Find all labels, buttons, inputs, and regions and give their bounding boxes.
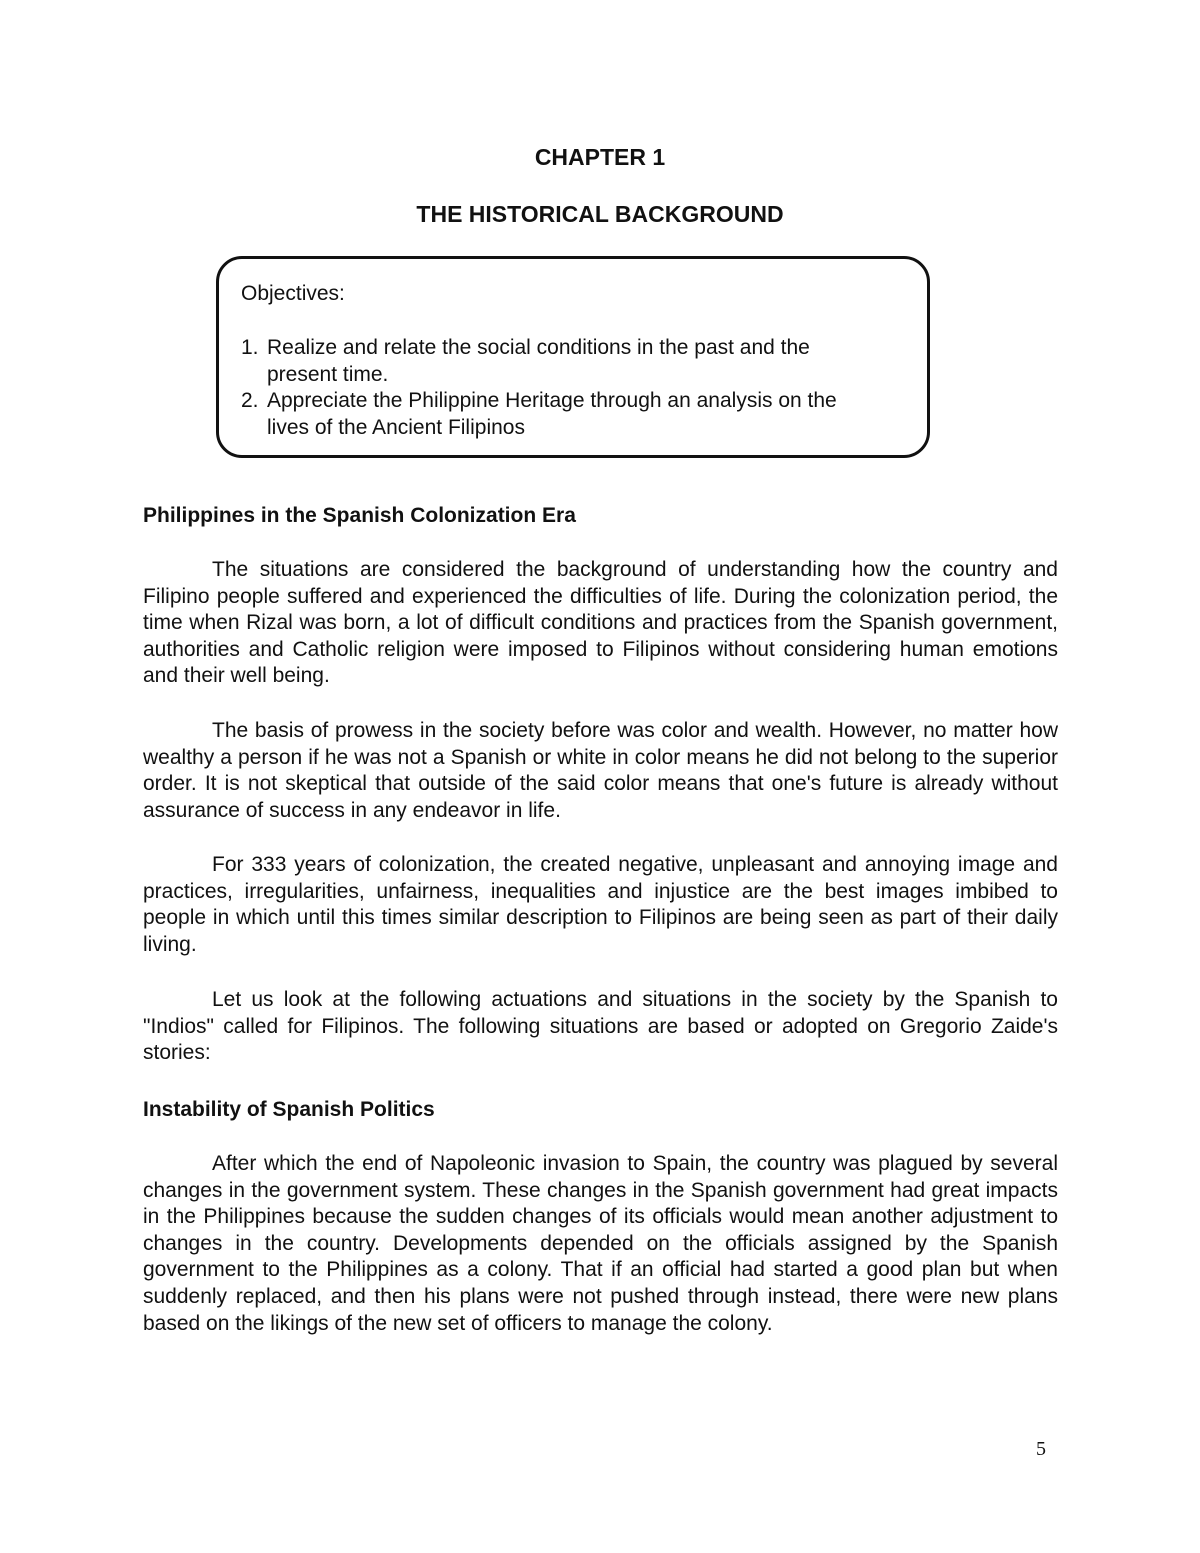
section-heading-spanish-politics: Instability of Spanish Politics bbox=[143, 1098, 435, 1121]
paragraph: The situations are considered the background of understanding how the country and Filipino people suffered and experienced the difficulties of life. During the colonization period, the time when Rizal was born, a lot of difficult conditions and practices from the Spanish government, authorities and Catholic religion were imposed to Filipinos without considering human emotions and their well being. bbox=[143, 558, 1058, 688]
objective-number: 2. bbox=[241, 389, 259, 412]
objective-item bbox=[241, 335, 881, 388]
objective-number: 1. bbox=[241, 336, 259, 359]
section-heading-spanish-colonization-era: Philippines in the Spanish Colonization Era bbox=[143, 504, 576, 527]
paragraph: The basis of prowess in the society before was color and wealth. However, no matter how wealthy a person if he was not a Spanish or white in color means he did not belong to the superior order. It is not skeptical that outside of the said color means that one's future is already without assurance of success in any endeavor in life. bbox=[143, 719, 1058, 822]
objectives-heading: Objectives: bbox=[241, 282, 345, 305]
paragraph: For 333 years of colonization, the created negative, unpleasant and annoying image and practices, irregularities, unfairness, inequalities and injustice are the best images imbibed to people in which until this times similar description to Filipinos are being seen as part of their daily living. bbox=[143, 853, 1058, 956]
objective-text: Appreciate the Philippine Heritage through an analysis on the lives of the Ancient Filipinos bbox=[267, 389, 837, 439]
chapter-label: CHAPTER 1 bbox=[534, 144, 666, 170]
page-number: 5 bbox=[1036, 1438, 1046, 1460]
chapter-title: THE HISTORICAL BACKGROUND bbox=[416, 201, 784, 227]
objectives-list bbox=[241, 335, 881, 441]
objective-text: Realize and relate the social conditions in the past and the present time. bbox=[267, 336, 810, 386]
objectives-box bbox=[216, 256, 930, 458]
paragraph: Let us look at the following actuations and situations in the society by the Spanish to "Indios" called for Filipinos. The following situations are based or adopted on Gregorio Zaide's stories: bbox=[143, 988, 1058, 1065]
paragraph: After which the end of Napoleonic invasion to Spain, the country was plagued by several changes in the government system. These changes in the Spanish government had great impacts in the Philippines because the sudden changes of its officials would mean another adjustment to changes in the country. Developments depended on the officials assigned by the Spanish government to the Philippines as a colony. That if an official had started a good plan but when suddenly replaced, and then his plans were not pushed through instead, there were new plans based on the likings of the new set of officers to manage the colony. bbox=[143, 1152, 1058, 1335]
objective-item bbox=[241, 388, 881, 441]
